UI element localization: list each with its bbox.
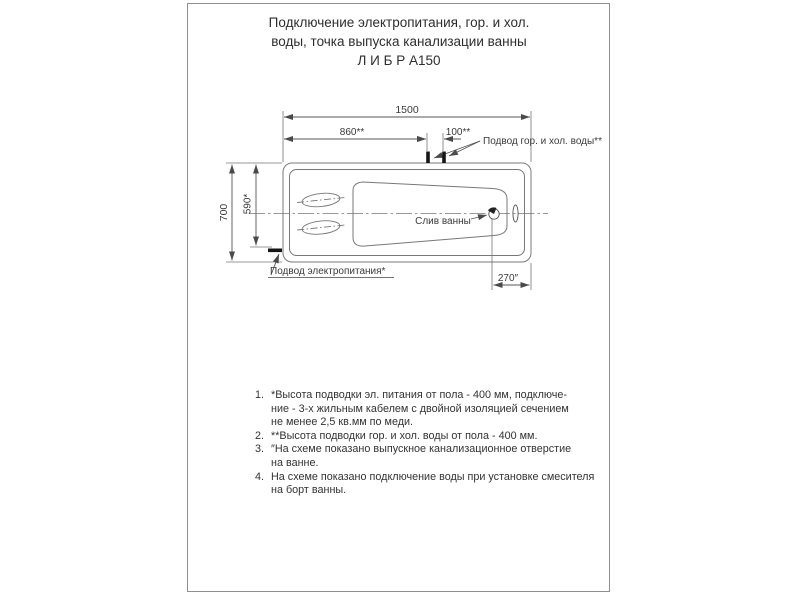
dim-width-to-inlets: 860** (339, 127, 365, 138)
label-drain: Слив ванны (415, 216, 471, 227)
note-item-3 (255, 443, 607, 470)
note-number: 1. (255, 389, 265, 401)
note-number: 3. (255, 443, 265, 456)
note-line: ние - 3-х жильным кабелем с двойной изоляцией сечением (271, 402, 569, 415)
dim-drain-offset: 270″ (497, 273, 519, 284)
note-item-4 (255, 471, 607, 498)
note-item-1 (255, 389, 607, 430)
dim-depth-total: 700 (218, 203, 230, 222)
note-number: 2. (255, 429, 265, 442)
tub-handle-top (296, 191, 345, 209)
note-line: **Высота подводки гор. и хол. воды от пола - 400 мм. (271, 429, 538, 442)
power-supply-mark (268, 249, 282, 253)
note-line: *Высота подводки эл. питания от пола - 400 мм, подключе- (271, 389, 567, 401)
dim-width-total: 1500 (395, 104, 419, 116)
title-line-2: воды, точка выпуска канализации ванны (271, 34, 527, 49)
label-water-supply: Подвод гор. и хол. воды** (483, 136, 602, 147)
title-line-1: Подключение электропитания, гор. и хол. (268, 15, 530, 30)
note-line: не менее 2,5 кв.мм по меди. (271, 416, 414, 429)
notes-list (255, 389, 607, 498)
note-line: На схеме показано подключение воды при установке смесителя (271, 470, 595, 483)
tub-bowl (353, 182, 507, 246)
dim-depth-to-power: 590* (242, 193, 254, 215)
note-text (271, 389, 607, 430)
dim-inlet-spacing: 100** (445, 127, 471, 138)
note-line: ″На схеме показано выпускное канализационное отверстие (271, 443, 572, 456)
note-text (271, 443, 607, 470)
note-text (271, 430, 607, 444)
note-item-2 (255, 430, 607, 444)
note-line: на ванне. (271, 456, 319, 469)
title-line-3: Л И Б Р А150 (357, 53, 441, 68)
tub-handle-bottom (296, 219, 345, 237)
note-text (271, 471, 607, 498)
note-number: 4. (255, 470, 265, 483)
leader-lines (271, 141, 487, 275)
note-line: на борт ванны. (271, 484, 347, 497)
label-power-supply: Подвод электропитания* (270, 266, 386, 277)
